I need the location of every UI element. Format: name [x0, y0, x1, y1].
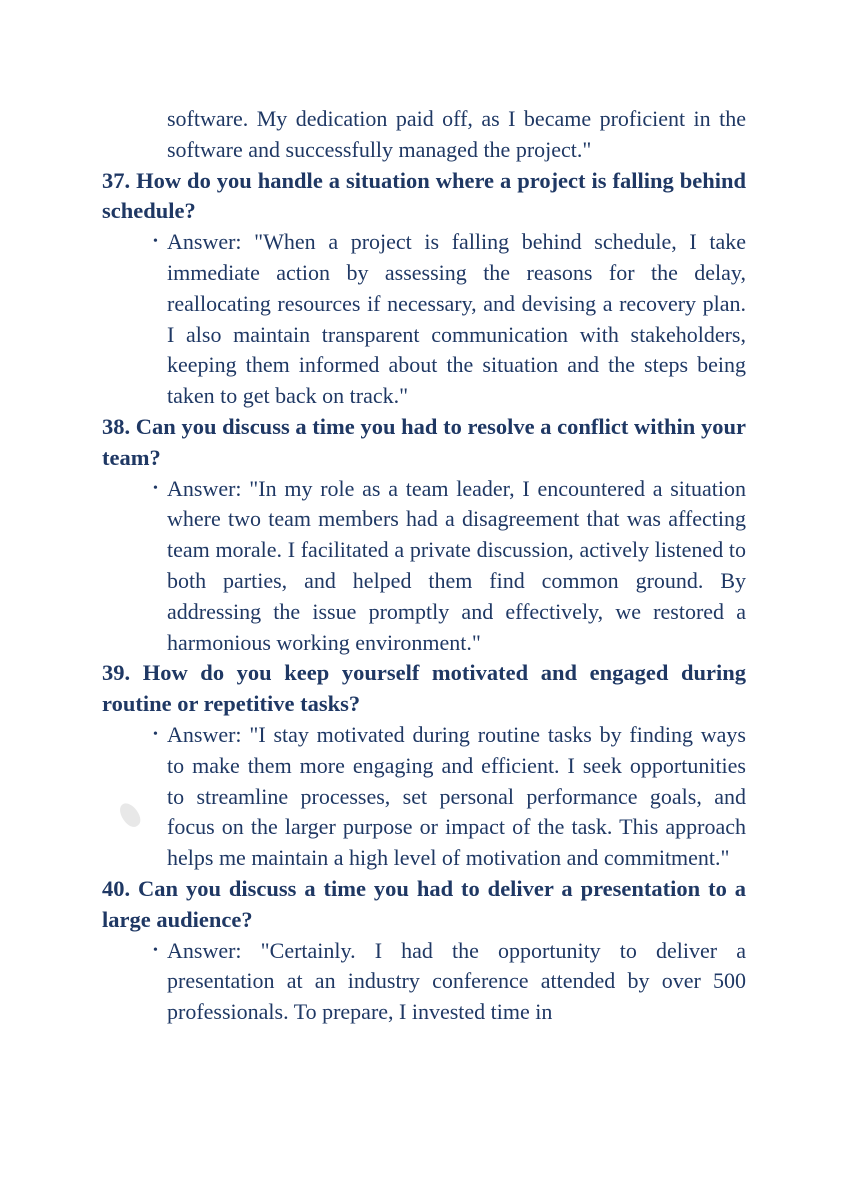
answer-37	[153, 227, 746, 412]
answer-38	[153, 474, 746, 659]
question-37: 37. How do you handle a situation where a project is falling behind schedule?	[102, 167, 746, 224]
answer-39-text: Answer: "I stay motivated during routine tasks by finding ways to make them more engaging and efficient. I seek opportunities to streamline processes, set personal performance goals, and focus on the larger purpose or impact of the task. This approach helps me maintain a high level of motivation and commitment."	[167, 721, 746, 871]
answer-38-text: Answer: "In my role as a team leader, I encountered a situation where two team members had a disagreement that was affecting team morale. I facilitated a private discussion, actively listened to both parties, and helped them find common ground. By addressing the issue promptly and effectively, we restored a harmonious working environment."	[167, 475, 746, 655]
answer-39	[153, 720, 746, 874]
question-40: 40. Can you discuss a time you had to deliver a presentation to a large audience?	[102, 875, 746, 932]
bullet-icon: •	[153, 726, 158, 742]
bullet-icon: •	[153, 234, 158, 250]
question-38: 38. Can you discuss a time you had to resolve a conflict within your team?	[102, 413, 746, 470]
answer-40-text: Answer: "Certainly. I had the opportunity to deliver a presentation at an industry conference attended by over 500 professionals. To prepare, I invested time in	[167, 937, 746, 1025]
bullet-icon: •	[153, 480, 158, 496]
answer-40	[153, 936, 746, 1028]
document-body	[102, 104, 746, 1028]
answer-continuation: software. My dedication paid off, as I became proficient in the software and successfully managed the project."	[167, 106, 746, 162]
question-39: 39. How do you keep yourself motivated and engaged during routine or repetitive tasks?	[102, 660, 746, 717]
bullet-icon: •	[153, 942, 158, 958]
answer-37-text: Answer: "When a project is falling behind schedule, I take immediate action by assessing the reasons for the delay, reallocating resources if necessary, and devising a recovery plan. I also maintain transparent communication with stakeholders, keeping them informed about the situation and the steps being taken to get back on track."	[167, 229, 746, 409]
